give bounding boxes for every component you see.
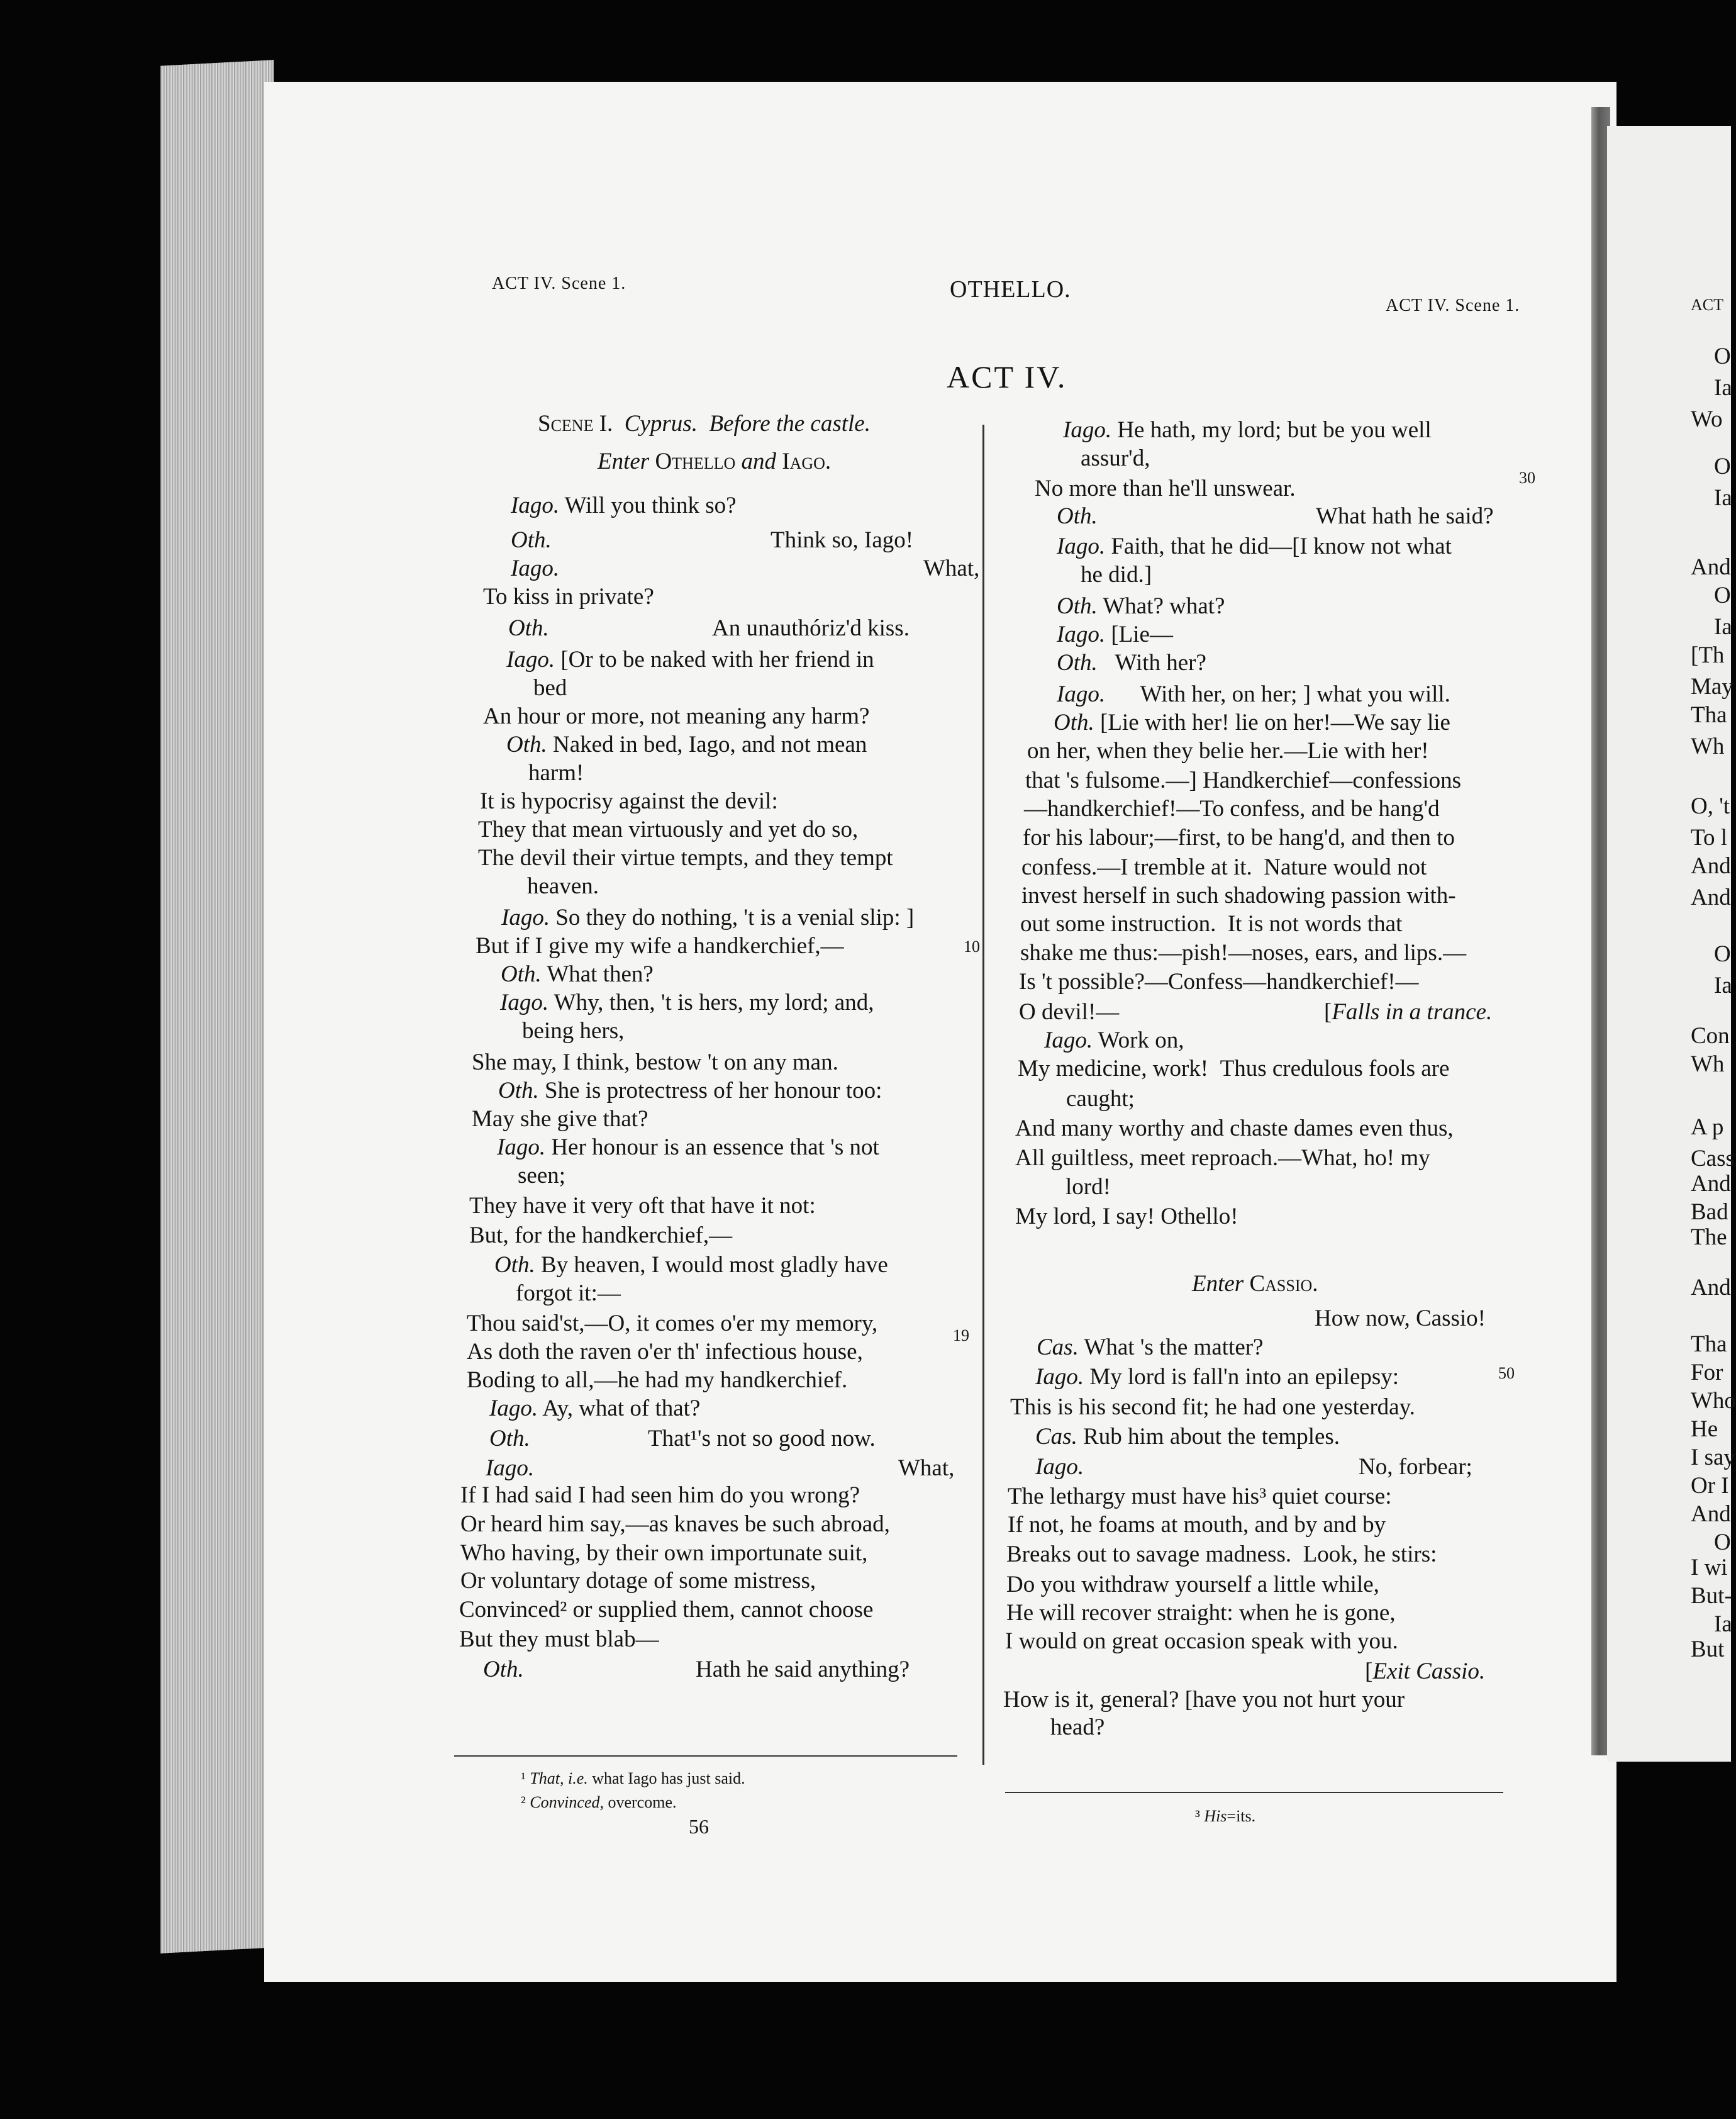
verse-line: Iago. Will you think so? xyxy=(511,493,737,518)
verse-line: Iago. xyxy=(511,556,560,581)
verse-line: Iago. xyxy=(1035,1454,1084,1480)
verse-line: Enter Cassio. xyxy=(1192,1271,1318,1297)
verse-line: for his labour;—first, to be hang'd, and then to xyxy=(1023,825,1455,851)
next-page-fragment: O xyxy=(1714,941,1731,967)
verse-line: Oth. She is protectress of her honour too: xyxy=(498,1078,882,1104)
next-page-fragment: Tha xyxy=(1691,702,1727,728)
verse-line: Iago. Her honour is an essence that 's not xyxy=(497,1134,879,1160)
verse-line: forgot it:— xyxy=(516,1280,621,1306)
next-page-fragment: Ia xyxy=(1714,375,1732,401)
verse-line: [Falls in a trance. xyxy=(1324,999,1493,1025)
verse-line: Or heard him say,—as knaves be such abroad, xyxy=(460,1511,890,1537)
verse-line: Who having, by their own importunate suit, xyxy=(460,1540,868,1566)
verse-line: This is his second fit; he had one yesterday. xyxy=(1010,1394,1415,1420)
verse-line: he did.] xyxy=(1081,562,1152,588)
next-page-fragment: And xyxy=(1691,1171,1731,1197)
verse-line: Cas. What 's the matter? xyxy=(1037,1334,1264,1360)
next-page-fragment: And xyxy=(1691,853,1731,879)
running-head-right: ACT IV. Scene 1. xyxy=(1386,296,1520,315)
verse-line: Or voluntary dotage of some mistress, xyxy=(460,1568,816,1594)
next-page-fragment: Ia xyxy=(1714,1611,1732,1637)
verse-line: Oth. xyxy=(511,527,552,553)
footnote-rule-left xyxy=(454,1755,957,1757)
column-divider xyxy=(982,425,984,1765)
book-fore-edge xyxy=(160,60,274,1953)
verse-line: being hers, xyxy=(522,1018,625,1044)
next-page-fragment: O, 't xyxy=(1691,793,1730,819)
verse-line: Breaks out to savage madness. Look, he stirs: xyxy=(1006,1541,1437,1567)
running-head-center: OTHELLO. xyxy=(950,276,1071,303)
next-page-fragment: O xyxy=(1714,583,1731,608)
next-page-fragment: And xyxy=(1691,554,1731,580)
verse-line: And many worthy and chaste dames even thus, xyxy=(1015,1115,1454,1141)
verse-line: Iago. [Lie— xyxy=(1057,622,1173,647)
verse-line: harm! xyxy=(528,760,584,786)
verse-line: How is it, general? [have you not hurt your xyxy=(1003,1687,1405,1713)
verse-line: Iago. My lord is fall'n into an epilepsy: xyxy=(1035,1364,1399,1390)
verse-line: confess.—I tremble at it. Nature would not xyxy=(1021,854,1427,880)
verse-line: But, for the handkerchief,— xyxy=(469,1222,733,1248)
verse-line: The devil their virtue tempts, and they tempt xyxy=(478,845,893,871)
verse-line: [Exit Cassio. xyxy=(1365,1658,1486,1684)
next-page-fragment: Wh xyxy=(1691,1051,1725,1077)
verse-line: seen; xyxy=(518,1163,566,1188)
verse-line: caught; xyxy=(1066,1086,1135,1112)
next-page-fragment: But xyxy=(1691,1636,1725,1662)
next-page-fragment: Tha xyxy=(1691,1331,1727,1357)
next-page-fragment: Con xyxy=(1691,1023,1730,1049)
verse-line: Oth. [Lie with her! lie on her!—We say lie xyxy=(1054,710,1450,735)
verse-line: out some instruction. It is not words that xyxy=(1020,911,1403,937)
verse-line: They have it very oft that have it not: xyxy=(469,1193,816,1219)
verse-line: What hath he said? xyxy=(1316,503,1494,529)
verse-line: An unauthóriz'd kiss. xyxy=(712,615,910,641)
verse-line: Scene I. Cyprus. Before the castle. xyxy=(538,411,871,437)
verse-line: But they must blab— xyxy=(459,1626,659,1652)
verse-line: Oth. xyxy=(508,615,549,641)
verse-line: head? xyxy=(1050,1714,1105,1740)
verse-line: Iago. Why, then, 't is hers, my lord; and, xyxy=(500,990,874,1015)
next-page-fragment: Bad xyxy=(1691,1199,1728,1225)
next-page-fragment: He xyxy=(1691,1416,1718,1442)
verse-line: Oth. xyxy=(1057,503,1098,529)
footnote: ³ His=its. xyxy=(1195,1807,1256,1825)
verse-line: bed xyxy=(533,675,567,701)
verse-line: It is hypocrisy against the devil: xyxy=(480,788,778,814)
verse-line: Oth. By heaven, I would most gladly have xyxy=(494,1252,888,1278)
verse-line: If not, he foams at mouth, and by and by xyxy=(1008,1512,1386,1538)
next-page-fragment: O xyxy=(1714,344,1731,369)
next-page-fragment: Ia xyxy=(1714,485,1732,511)
line-number: 50 xyxy=(1498,1364,1515,1382)
verse-line: To kiss in private? xyxy=(483,584,654,610)
line-number: 10 xyxy=(964,937,980,956)
next-page-fragment: Who xyxy=(1691,1388,1736,1414)
next-page-fragment: Ia xyxy=(1714,973,1732,998)
next-page-fragment: Wh xyxy=(1691,734,1725,759)
verse-line: Iago. Work on, xyxy=(1044,1027,1184,1053)
verse-line: No more than he'll unswear. xyxy=(1035,476,1296,501)
verse-line: assur'd, xyxy=(1081,445,1150,471)
next-page-fragment: I say xyxy=(1691,1445,1735,1470)
book-page xyxy=(264,82,1616,1982)
verse-line: Iago. [Or to be naked with her friend in xyxy=(506,647,874,673)
footnote: ² Convinced, overcome. xyxy=(521,1793,677,1811)
next-page-fragment: O xyxy=(1714,454,1731,479)
verse-line: —handkerchief!—To confess, and be hang'd xyxy=(1024,796,1440,822)
line-number: 30 xyxy=(1519,469,1535,487)
running-head-left: ACT IV. Scene 1. xyxy=(492,274,626,293)
verse-line: O devil!— xyxy=(1019,999,1120,1025)
verse-line: Oth. xyxy=(489,1426,530,1451)
page-number: 56 xyxy=(689,1815,709,1838)
verse-line: Oth. xyxy=(483,1657,524,1682)
verse-line: Hath he said anything? xyxy=(696,1657,910,1682)
verse-line: All guiltless, meet reproach.—What, ho! my xyxy=(1015,1145,1430,1171)
next-page-fragment: [Th xyxy=(1691,642,1725,668)
next-page-fragment: A p xyxy=(1691,1114,1724,1140)
verse-line: Cas. Rub him about the temples. xyxy=(1035,1424,1340,1450)
verse-line: Do you withdraw yourself a little while, xyxy=(1006,1572,1379,1597)
next-page-fragment: Or I xyxy=(1691,1473,1729,1499)
next-page-fragment: To l xyxy=(1691,825,1728,851)
verse-line: Iago. So they do nothing, 't is a venial slip: ] xyxy=(501,905,915,931)
verse-line: shake me thus:—pish!—noses, ears, and lips.— xyxy=(1020,940,1467,966)
verse-line: Iago. xyxy=(486,1455,535,1481)
line-number: 19 xyxy=(953,1326,969,1345)
verse-line: I would on great occasion speak with you. xyxy=(1005,1628,1398,1654)
verse-line: Thou said'st,—O, it comes o'er my memory, xyxy=(467,1311,878,1336)
verse-line: Convinced² or supplied them, cannot choose xyxy=(459,1597,874,1623)
next-page-fragment: And xyxy=(1691,1501,1731,1527)
act-title: ACT IV. xyxy=(947,359,1067,394)
verse-line: How now, Cassio! xyxy=(1315,1306,1486,1331)
next-page-fragment: Wo xyxy=(1691,406,1723,432)
next-page-fragment: ACT xyxy=(1691,296,1723,314)
next-page-fragment: Cass xyxy=(1691,1146,1735,1171)
verse-line: that 's fulsome.—] Handkerchief—confessions xyxy=(1025,768,1462,793)
verse-line: My medicine, work! Thus credulous fools are xyxy=(1018,1056,1450,1082)
verse-line: Iago. With her, on her; ] what you will. xyxy=(1057,681,1450,707)
verse-line: What, xyxy=(898,1455,955,1481)
next-page-fragment: Ia xyxy=(1714,614,1732,640)
verse-line: But if I give my wife a handkerchief,— xyxy=(476,933,844,959)
verse-line: Iago. Ay, what of that? xyxy=(489,1395,701,1421)
verse-line: Enter Othello and Iago. xyxy=(598,449,832,474)
verse-line: If I had said I had seen him do you wrong? xyxy=(460,1482,860,1508)
verse-line: Iago. He hath, my lord; but be you well xyxy=(1063,417,1432,443)
verse-line: No, forbear; xyxy=(1359,1454,1472,1480)
verse-line: Oth. What? what? xyxy=(1057,593,1225,619)
footnote-rule-right xyxy=(1005,1792,1503,1793)
footnote: ¹ That, i.e. what Iago has just said. xyxy=(521,1769,745,1787)
verse-line: What, xyxy=(923,556,980,581)
verse-line: The lethargy must have his³ quiet course: xyxy=(1008,1484,1392,1509)
next-page-fragment: O xyxy=(1714,1529,1731,1555)
next-page-fragment: I wi xyxy=(1691,1555,1728,1580)
verse-line: on her, when they belie her.—Lie with her! xyxy=(1027,738,1429,764)
verse-line: They that mean virtuously and yet do so, xyxy=(478,817,859,842)
verse-line: Think so, Iago! xyxy=(771,527,914,553)
next-page-fragment: For xyxy=(1691,1360,1723,1385)
verse-line: Oth. What then? xyxy=(501,961,654,987)
verse-line: May she give that? xyxy=(472,1106,648,1132)
verse-line: Iago. Faith, that he did—[I know not what xyxy=(1057,534,1452,559)
verse-line: Oth. With her? xyxy=(1057,650,1206,676)
verse-line: She may, I think, bestow 't on any man. xyxy=(472,1049,838,1075)
verse-line: My lord, I say! Othello! xyxy=(1015,1204,1238,1229)
next-page-fragment: But- xyxy=(1691,1583,1732,1609)
verse-line: That¹'s not so good now. xyxy=(648,1426,876,1451)
verse-line: An hour or more, not meaning any harm? xyxy=(483,703,870,729)
verse-line: invest herself in such shadowing passion with- xyxy=(1021,883,1456,909)
verse-line: Boding to all,—he had my handkerchief. xyxy=(467,1367,848,1393)
verse-line: Is 't possible?—Confess—handkerchief!— xyxy=(1019,969,1419,995)
next-page-fragment: And xyxy=(1691,885,1731,910)
next-page-fragment: The xyxy=(1691,1224,1727,1250)
verse-line: He will recover straight: when he is gone, xyxy=(1006,1600,1396,1626)
verse-line: Oth. Naked in bed, Iago, and not mean xyxy=(506,732,867,758)
verse-line: As doth the raven o'er th' infectious house, xyxy=(467,1339,863,1365)
verse-line: heaven. xyxy=(527,873,599,899)
next-page-fragment: And xyxy=(1691,1275,1731,1300)
next-page-fragment: May xyxy=(1691,674,1733,700)
verse-line: lord! xyxy=(1066,1174,1111,1200)
